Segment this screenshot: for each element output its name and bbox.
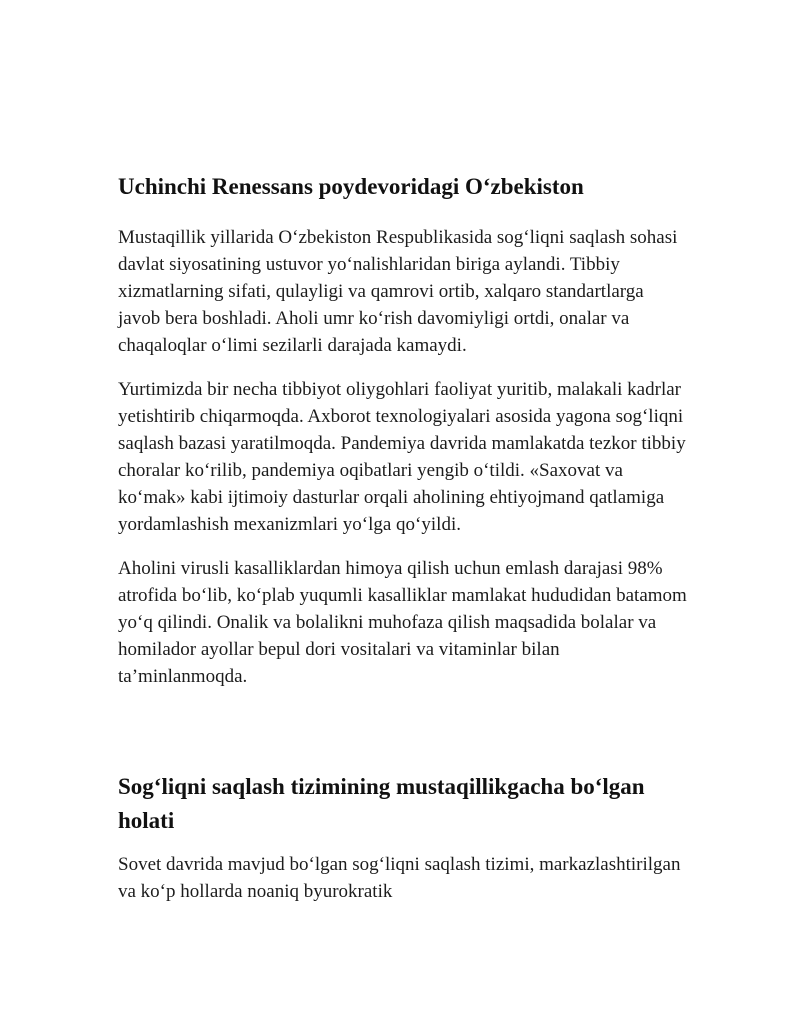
document-body: [118, 170, 690, 905]
paragraph: Yurtimizda bir necha tibbiyot oliygohlari faoliyat yuritib, malakali kadrlar yetishtirib chiqarmoqda. Axborot texnologiyalari asosida yagona sog‘liqni saqlash bazasi yaratilmoqda. Pandemiya davrida mamlakatda tezkor tibbiy choralar ko‘rilib, pandemiya oqibatlari yengib o‘tildi. «Saxovat va ko‘mak» kabi ijtimoiy dasturlar orqali aholining ehtiyojmand qatlamiga yordamlashish mexanizmlari yo‘lga qo‘yildi.: [118, 379, 686, 535]
paragraph: Sovet davrida mavjud bo‘lgan sog‘liqni saqlash tizimi, markazlashtirilgan va ko‘p hollarda noaniq byurokratik: [118, 854, 681, 902]
paragraph: Mustaqillik yillarida O‘zbekiston Respublikasida sog‘liqni saqlash sohasi davlat siyosatining ustuvor yo‘nalishlaridan biriga aylandi. Tibbiy xizmatlarning sifati, qulayligi va qamrovi ortib, xalqaro standartlarga javob bera boshladi. Aholi umr ko‘rish davomiyligi ortdi, onalar va chaqaloqlar o‘limi sezilarli darajada kamaydi.: [118, 227, 678, 356]
section-heading: Sog‘liqni saqlash tizimining mustaqillikgacha bo‘lgan holati: [118, 774, 645, 833]
paragraph: Aholini virusli kasalliklardan himoya qilish uchun emlash darajasi 98% atrofida bo‘lib, ko‘plab yuqumli kasalliklar mamlakat hududidan batamom yo‘q qilindi. Onalik va bolalikni muhofaza qilish maqsadida bolalar va homilador ayollar bepul dori vositalari va vitaminlar bilan ta’minlanmoqda.: [118, 558, 687, 687]
section-heading: Uchinchi Renessans poydevoridagi O‘zbekiston: [118, 174, 584, 199]
